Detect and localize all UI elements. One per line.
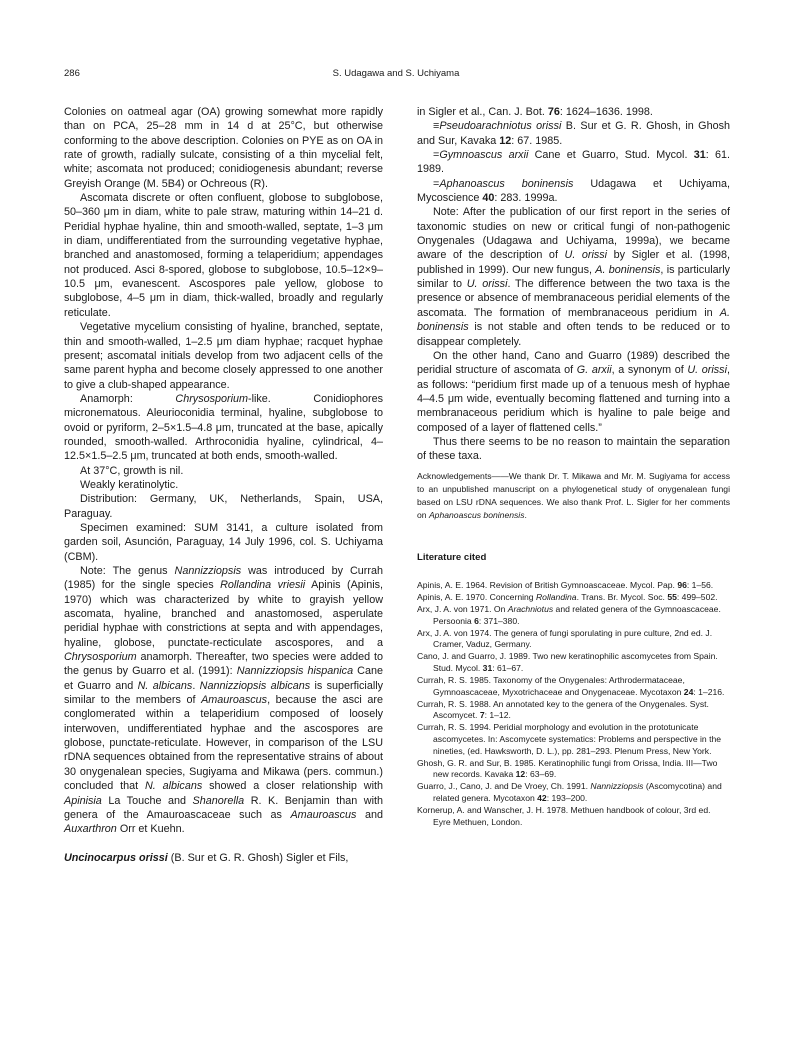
reference-item [417, 781, 730, 804]
paragraph-vegetative-mycelium: Vegetative mycelium consisting of hyaline, branched, septate, thin and smooth-walled, 1–2.5 μm diam hyphae; racquet hyphae present; ascomatal initials develop from two adjacent cells of the same parent hypha and become closely appressed to one another to give a club-shaped appearance. [64, 321, 383, 391]
note-italic: U. orissi [687, 364, 727, 377]
note-text: by Sigler et al. (1998, published in 1999). Our new fungus, [417, 249, 730, 276]
synonym-volume: 12 [499, 134, 512, 147]
note-text: La Touche and [101, 794, 193, 807]
paragraph-note-publication [417, 205, 730, 348]
paragraph-conclusion: Thus there seems to be no reason to maintain the separation of these taxa. [417, 435, 730, 463]
synonym-volume: 31 [693, 149, 706, 162]
synonym-symbol: = [433, 149, 440, 162]
note-text: is superficially similar to the members of [64, 679, 384, 707]
note-text: , a synonym of [611, 364, 688, 377]
note-text: Orr et Kuehn. [116, 823, 185, 836]
citation-text: in Sigler et al., Can. J. Bot. [417, 106, 548, 118]
note-italic: A. boninensis [417, 306, 730, 334]
reference-item [417, 805, 730, 828]
paragraph-growth-37c: At 37°C, growth is nil. [80, 464, 184, 477]
note-italic: Auxarthron [64, 823, 117, 836]
reference-item [417, 758, 730, 781]
synonym-volume: 40 [482, 192, 495, 205]
reference-item [417, 592, 730, 604]
ref-pages: : 1–12. [484, 710, 511, 721]
reference-item [417, 628, 730, 651]
species-authority: (B. Sur et G. R. Ghosh) Sigler et Fils, [167, 851, 349, 864]
note-text: , is particularly similar to [417, 263, 730, 291]
ref-italic: Rollandina [535, 591, 577, 602]
note-text: is not stable and often tends to be reduced or to disappear completely. [417, 321, 730, 348]
synonym-name: Gymnoascus arxii [439, 149, 529, 162]
ref-text: (Ascomycotina) and related genera. Mycotaxon [433, 781, 722, 803]
anamorph-text: -like. Conidiophores micronematous. Aleurioconidia terminal, hyaline, subglobose to ovoid or pyriform, 2–5×1.5–4.8 μm, truncated at the base, apically rounded, smooth-walled. Arthroconidia hyaline, cylindrical, 4–12.5×1.5–2.5 μm, truncated at both ends, smooth-walled. [64, 392, 384, 463]
ref-text: Kornerup, A. and Wanscher, J. H. 1978. Methuen handbook of colour, 3rd ed. Eyre Methuen, London. [417, 805, 711, 827]
citation-text: : 1624–1636. 1998. [559, 106, 653, 118]
reference-item [417, 675, 730, 698]
page-header [64, 68, 728, 84]
note-text: On the other hand, Cano and Guarro (1989) described the peridial structure of ascomata of [417, 349, 730, 377]
note-italic: G. arxii [576, 364, 612, 377]
ref-text: Guarro, J., Cano, J. and De Vroey, Ch. 1991. [417, 781, 591, 792]
ref-volume: 42 [537, 792, 547, 803]
ref-volume: 12 [515, 769, 526, 780]
ref-pages: : 63–69. [525, 769, 557, 780]
ack-italic: Aphanoascus boninensis [428, 510, 525, 521]
synonym-name: Aphanoascus boninensis [439, 177, 574, 190]
anamorph-genus: Chrysosporium [175, 392, 249, 405]
reference-item [417, 651, 730, 674]
ref-text: Ghosh, G. R. and Sur, B. 1985. Keratinophilic fungi from Orissa, India. III—Two new records. Kavaka [417, 757, 718, 780]
paragraph-ascomata: Ascomata discrete or often confluent, globose to subglobose, 50–360 μm in diam, white to pale straw, maturing within 14–21 d. Peridial hyphae hyaline, thin and smooth-walled, septate, 1–3 μm in diam, undifferentiated from the surrounding vegetative hyphae, branched and anastomosed, forming a telaperidium; appendages not produced. Asci 8-spored, globose to subglobose, 10.5–12×9–10.5 μm, evanescent. Ascospores pale yellow, globose to subglobose, 4–5 μm in diam, thick-walled, broadly and regularly reticulate. [64, 192, 383, 319]
paragraph-keratinolytic: Weakly keratinolytic. [80, 478, 179, 491]
note-italic: U. orissi [466, 278, 508, 291]
note-text: , because the asci are conglomerated within a telaperidium composed of loosely interwoven, undifferentiated hyphae and the ascospores are globose, punctate-reticulate. However, in comparison of the LSU rDNA sequences obtained from the representative strains of about 30 onygenalean species, Sugiyama and Mikawa (pers. commun.) concluded that [64, 694, 383, 793]
note-text: Cane et Guarro and [64, 665, 383, 692]
reference-item [417, 699, 730, 722]
ref-pages: : 499–502. [676, 591, 718, 602]
reference-item [417, 580, 730, 592]
note-text: , as follows: “peridium first made up of a tenuous mesh of hyphae 4–4.5 μm wide, eventually becoming flattened and turning into a membranaceous peridium which is hyaline to pale beige and composed of a layer of flattened cells.” [417, 364, 730, 434]
note-italic: Apinisia [64, 794, 102, 807]
ref-pages: : 371–380. [478, 615, 520, 626]
ref-italic: Arachniotus [507, 603, 554, 614]
note-text: . [192, 679, 200, 692]
ref-text: Currah, R. S. 1988. An annotated key to the genera of the Onygenales. Syst. Ascomycet. [417, 698, 709, 721]
paragraph-distribution: Distribution: Germany, UK, Netherlands, Spain, USA, Paraguay. [64, 493, 383, 520]
paragraph-cano-guarro [417, 349, 730, 435]
note-italic: Chrysosporium [64, 651, 137, 664]
acknowledgements [417, 470, 730, 523]
synonym-text: : 67. 1985. [511, 134, 563, 147]
ref-pages: : 1–216. [693, 686, 725, 697]
synonym-pseudoarachniotus [417, 119, 730, 148]
synonym-text: : 61. 1989. [417, 149, 730, 176]
left-column [64, 105, 383, 865]
paragraph-note-nannizziopsis [64, 564, 383, 837]
note-text: was introduced by Currah (1985) for the single species [64, 565, 383, 592]
ref-text: Arx, J. A. von 1974. The genera of fungi sporulating in pure culture, 2nd ed. J. Cramer, Vaduz, Germany. [417, 627, 713, 650]
note-text: and [356, 808, 383, 821]
reference-item [417, 722, 730, 757]
synonym-aphanoascus [417, 177, 730, 206]
note-text: showed a closer relationship with [202, 780, 384, 793]
ref-text: Apinis, A. E. 1970. Concerning [417, 591, 536, 602]
note-italic: Nannizziopsis albicans [199, 679, 311, 692]
paragraph-anamorph [64, 392, 383, 464]
note-italic: Amauroascus [290, 808, 357, 821]
synonym-gymnoascus [417, 148, 730, 177]
ack-text: We thank Dr. T. Mikawa and Mr. M. Sugiyama for access to an unpublished manuscript on a phylogenetical study of onygenalean fungi based on LSU rDNA sequences. We also thank Prof. L. Sigler for her comments on [417, 470, 730, 521]
ref-text: Arx, J. A. von 1971. On [417, 603, 508, 614]
note-text: Apinis (Apinis, 1970) which was characterized by white to grayish yellow ascomata, hyaline, branched and anastomosed, asperulate peridial hyphae with constrictions at septa and with appendages, hyaline, globose, punctate-recticulate ascospores, and a [64, 579, 383, 649]
page-number: 286 [64, 68, 80, 79]
synonym-name: Pseudoarachniotus orissi [439, 120, 562, 133]
note-text: . The difference between the two taxa is the presence or absence of membranaceous peridial elements of the ascomata. The formation of membranaceous peridium in [417, 278, 730, 319]
ref-text: . Trans. Br. Mycol. Soc. [576, 591, 668, 602]
note-italic: U. orissi [564, 249, 608, 262]
note-text: anamorph. Thereafter, two species were added to the genus by Guarro et al. (1991): [64, 651, 383, 678]
ref-text: Cano, J. and Guarro, J. 1989. Two new keratinophilic ascomycetes from Spain. Stud. Mycol. [417, 651, 718, 673]
synonym-symbol: = [433, 177, 440, 190]
note-italic: N. albicans [144, 780, 203, 793]
right-column [417, 105, 730, 829]
synonym-text: Cane et Guarro, Stud. Mycol. [528, 149, 694, 162]
note-italic: N. albicans [137, 679, 193, 692]
ref-volume: 96 [677, 579, 687, 590]
note-text: Note: After the publication of our first report in the series of taxonomic studies on new or critical fungi of non-pathogenic Onygenales (Udagawa and Uchiyama, 1999a), we became aware of the description of [417, 206, 730, 262]
note-italic: A. boninensis [595, 263, 661, 276]
note-italic: Amauroascus [201, 694, 268, 707]
ref-text: Apinis, A. E. 1964. Revision of British Gymnoascaceae. Mycol. Pap. [417, 579, 678, 590]
ref-volume: 24 [683, 686, 694, 697]
ref-pages: : 61–67. [492, 662, 524, 673]
species-heading [64, 851, 383, 865]
running-head: S. Udagawa and S. Uchiyama [332, 68, 460, 79]
reference-item [417, 604, 730, 627]
literature-cited-heading: Literature cited [417, 552, 487, 564]
ref-volume: 7 [479, 710, 485, 721]
note-text: Note: The genus [80, 565, 175, 577]
synonym-text: Udagawa et Uchiyama, Mycoscience [417, 177, 730, 205]
synonym-symbol: ≡ [433, 120, 440, 133]
paragraph-specimen: Specimen examined: SUM 3141, a culture isolated from garden soil, Asunción, Paraguay, 14 July 1996, col. S. Uchiyama (CBM). [64, 521, 383, 563]
ref-text: Currah, R. S. 1994. Peridial morphology and evolution in the prototunicate ascomycetes. In: Ascomycete systematics: Problems and perspective in the nineties, (ed. Hawksworth, D. L.), pp. 281–293. Plenum Press, New York. [417, 722, 722, 756]
species-name: Uncinocarpus orissi [64, 851, 168, 864]
ref-text: and related genera of the Gymnoascaceae. Persoonia [433, 603, 721, 626]
note-italic: Nannizziopsis [174, 565, 242, 577]
paragraph-colonies-oa: Colonies on oatmeal agar (OA) growing somewhat more rapidly than on PCA, 25–28 mm in 14 d at 25°C, but otherwise conforming to the above description. Colonies on PYE as on OA in rate of growth, radially sulcate, consisting of a thin mycelial felt, white; ascomata not produced; conidiogenesis abundant; reverse Greyish Orange (M. 5B4) or Ochreous (R). [64, 106, 383, 190]
anamorph-label: Anamorph: [80, 392, 133, 405]
ack-text: . [524, 510, 527, 521]
ref-pages: : 1–56. [686, 579, 714, 590]
ref-text: Currah, R. S. 1985. Taxonomy of the Onygenales: Arthrodermataceae, Gymnoascaceae, Myxotrichaceae and Onygenaceae. Mycotaxon [417, 675, 685, 697]
note-italic: Shanorella [192, 794, 245, 807]
ref-italic: Nannizziopsis [590, 781, 644, 792]
ref-volume: 6 [474, 615, 479, 626]
citation-volume: 76 [547, 106, 560, 118]
synonym-text: : 283. 1999a. [494, 192, 558, 205]
note-italic: Nannizziopsis hispanica [236, 665, 354, 678]
synonym-text: B. Sur et G. R. Ghosh, in Ghosh and Sur, Kavaka [417, 120, 730, 147]
ref-volume: 31 [482, 662, 493, 673]
note-text: R. K. Benjamin than with genera of the Amauroascaceae such as [64, 794, 383, 821]
reference-list [417, 580, 730, 828]
citation-continuation [417, 105, 730, 119]
ack-dash: —— [491, 470, 509, 481]
note-italic: Rollandina vriesii [220, 579, 306, 592]
ref-pages: : 193–200. [546, 792, 588, 803]
ref-volume: 55 [667, 591, 677, 602]
ack-label: Acknowledgements [417, 470, 492, 481]
